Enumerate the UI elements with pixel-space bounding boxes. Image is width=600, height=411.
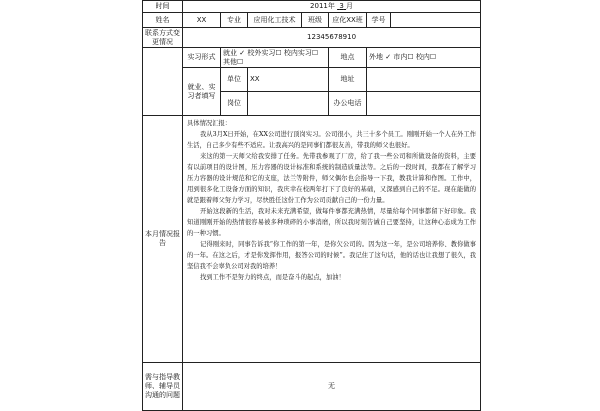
office-phone-value xyxy=(367,92,481,116)
unit-value: XX xyxy=(248,68,329,92)
guidance-value: 无 xyxy=(183,363,481,411)
location-options: 外地 ✓ 市内☐ 校内☐ xyxy=(367,48,481,68)
unit-row xyxy=(143,68,481,92)
address-value xyxy=(367,68,481,92)
address-label: 地址 xyxy=(329,68,367,92)
position-value xyxy=(248,92,329,116)
contact-label: 联系方式变更情况 xyxy=(143,28,183,48)
report-period xyxy=(183,1,481,13)
report-paragraph-1: 我从3月X日开始，在XX公司进行顶岗实习。公司很小，共三十多个员工。刚刚开始一个人在外工作生活，自己多少有些不适应。让我高兴的是同事们都很友善，带我的师父也很好。 xyxy=(187,131,477,149)
unit-label: 单位 xyxy=(221,68,248,92)
monthly-report-form xyxy=(142,0,481,411)
class-value: 应化XX班 xyxy=(329,13,367,28)
contact-value: 12345678910 xyxy=(183,28,481,48)
report-paragraph-4: 记得刚来时，同事告诉我“你工作的第一年，是你欠公司的。因为这一年，是公司培养你、教你做事的一年。在这之后，才是你发挥作用，报答公司的时候”。我记住了这句话，他的话也让我想了很久，我坚信我不会辜负公司对我的培养！ xyxy=(187,241,477,270)
report-section-label: 本月情况报告 xyxy=(143,116,183,363)
year-value: 2011 xyxy=(310,2,328,10)
job-info-label: 就业、实习者填写 xyxy=(183,68,221,116)
guidance-row xyxy=(143,363,481,411)
practice-form-label: 实习形式 xyxy=(183,48,221,68)
practice-form-options: 就业 ✓ 校外实习☐ 校内实习☐ 其他☐ xyxy=(221,48,329,68)
month-suffix: 月 xyxy=(346,2,354,10)
report-paragraph-3: 开始这段新的生活，我对未来充满希望，做每件事都充满热情，尽量给每个同事都留下好印象。我知道刚刚开始的热情很容易被多种琐碎的小事消磨，所以我时刻告诫自己要坚持，让这种心态成为工作的一种习惯。 xyxy=(187,208,477,237)
report-intro: 具体情况汇报： xyxy=(187,120,232,127)
report-row xyxy=(143,116,481,363)
practice-spacer xyxy=(143,48,183,116)
practice-form-row xyxy=(143,48,481,68)
major-value: 应用化工技术 xyxy=(248,13,302,28)
name-value: XX xyxy=(183,13,221,28)
report-body xyxy=(183,116,481,363)
name-label: 姓名 xyxy=(143,13,183,28)
student-id-value xyxy=(391,13,481,28)
location-label: 地点 xyxy=(329,48,367,68)
contact-row xyxy=(143,28,481,48)
report-paragraph-2: 来这的第一天师父给我安排了任务。先带我参观了厂房，给了我一些公司和所做设备的资料，主要有以前项目的设计图，压力容器的设计标准和系统的制造质量法等。之后的一段时间，我都在了解学习压力容器的设计规范和它的支座，法兰等附件，师父偶尔也会指导一下我，教我计算和作图。工作中，用到很多化工设备方面的知识，我庆幸在校两年打下了良好的基础，又深感到自己的不足。现在能做的就是跟着师父努力学习，尽快胜任这份工作为公司贡献自己的一份力量。 xyxy=(187,153,477,204)
time-row xyxy=(143,1,481,13)
year-suffix: 年 xyxy=(327,2,335,10)
time-label: 时间 xyxy=(143,1,183,13)
month-value: 3 xyxy=(339,2,344,10)
position-label: 岗位 xyxy=(221,92,248,116)
student-info-row xyxy=(143,13,481,28)
guidance-label: 需与指导教师、辅导员沟通的问题 xyxy=(143,363,183,411)
report-paragraph-5: 找到工作不是努力的终点，而是奋斗的起点，加油！ xyxy=(200,274,345,281)
class-label: 班级 xyxy=(302,13,329,28)
student-id-label: 学号 xyxy=(367,13,391,28)
major-label: 专业 xyxy=(221,13,248,28)
office-phone-label: 办公电话 xyxy=(329,92,367,116)
